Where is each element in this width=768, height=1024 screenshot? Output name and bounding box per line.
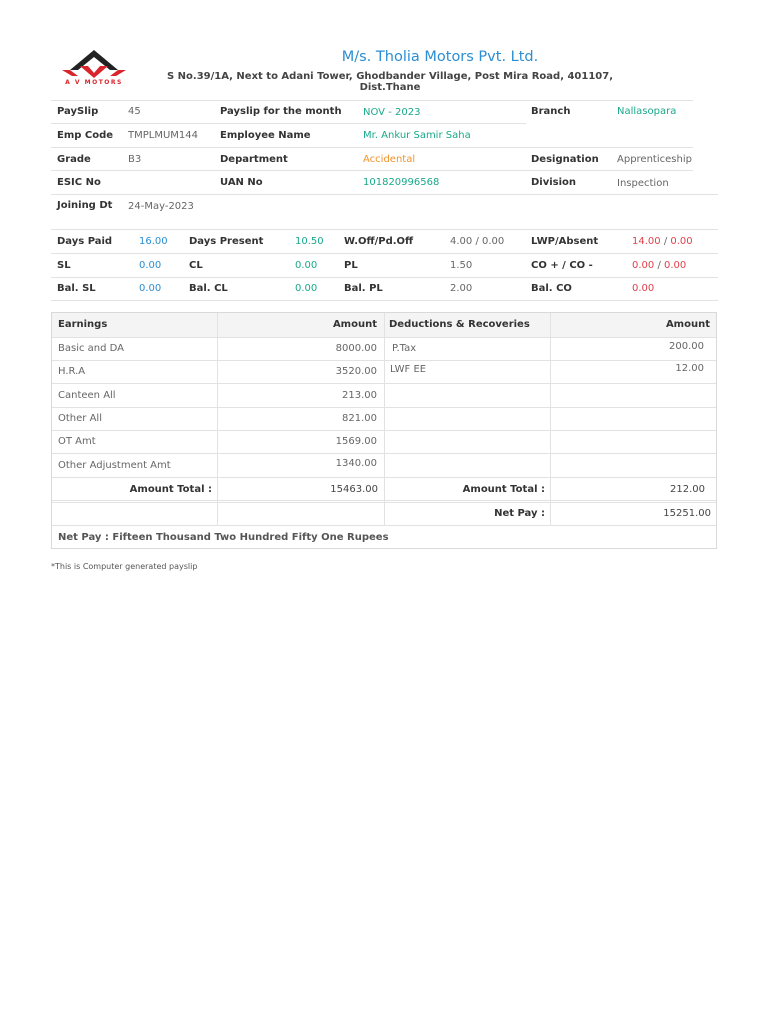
earning-amount: 213.00 [342,390,377,401]
table-col-rule [550,313,551,525]
divider [51,277,718,278]
earning-amount: 1569.00 [335,436,377,447]
earnings-total-value: 15463.00 [330,484,378,495]
co-label: CO + / CO - [531,260,593,271]
divider [51,300,718,301]
company-address: S No.39/1A, Next to Adani Tower, Ghodbander Village, Post Mira Road, 401107, Dist.Thane [166,71,614,93]
logo-text: A V MOTORS [65,79,123,86]
lwp-sep: / [663,236,668,247]
division-label: Division [531,177,577,188]
pl-label: PL [344,260,358,271]
month-label: Payslip for the month [220,106,342,117]
days-paid-value: 16.00 [139,236,168,247]
bal-co-value: 0.00 [632,283,655,294]
grade-label: Grade [57,154,91,165]
pl-value: 1.50 [450,260,473,271]
days-present-value: 10.50 [295,236,324,247]
footnote: *This is Computer generated payslip [51,562,198,571]
earnings-total-label: Amount Total : [129,484,212,495]
name-value: Mr. Ankur Samir Saha [363,130,471,141]
co-value [632,260,686,272]
woff-value: 4.00 / 0.00 [450,236,505,247]
earning-label: OT Amt [58,436,96,447]
uan-value: 101820996568 [363,177,440,188]
lwp-value-b: 0.00 [670,236,693,247]
sl-value: 0.00 [139,260,162,271]
earning-amount: 8000.00 [335,343,377,354]
company-name: M/s. Tholia Motors Pvt. Ltd. [341,49,539,65]
grade-value: B3 [128,154,142,165]
deductions-amount-header: Amount [665,319,710,330]
lwp-value-a: 14.00 [632,236,661,247]
earning-label: Other Adjustment Amt [58,460,171,471]
branch-label: Branch [531,106,571,117]
woff-label: W.Off/Pd.Off [344,236,414,247]
joining-value: 24-May-2023 [128,201,194,212]
deductions-total-value: 212.00 [670,484,705,495]
department-value: Accidental [363,154,416,165]
divider [51,100,693,101]
deduction-label: P.Tax [392,343,417,354]
bal-sl-value: 0.00 [139,283,162,294]
esic-label: ESIC No [57,177,101,188]
empcode-value: TMPLMUM144 [128,130,198,141]
payslip-label: PaySlip [57,106,99,117]
name-label: Employee Name [220,130,311,141]
days-paid-label: Days Paid [57,236,113,247]
lwp-label: LWP/Absent [531,236,599,247]
branch-value: Nallasopara [617,106,677,117]
table-col-rule [217,313,218,525]
net-pay-words: Net Pay : Fifteen Thousand Two Hundred Fifty One Rupees [58,532,389,543]
joining-label: Joining Dt [57,200,113,211]
divider [51,194,718,195]
earning-label: Canteen All [58,390,116,401]
net-pay-label: Net Pay : [494,508,545,519]
bal-cl-label: Bal. CL [189,283,228,294]
net-pay-value: 15251.00 [663,508,711,519]
bal-co-label: Bal. CO [531,283,572,294]
divider [51,147,693,148]
month-value: NOV - 2023 [363,107,421,118]
bal-pl-label: Bal. PL [344,283,383,294]
designation-label: Designation [531,154,599,165]
lwp-value [632,236,693,248]
bal-sl-label: Bal. SL [57,283,96,294]
deductions-header: Deductions & Recoveries [389,319,530,330]
designation-value: Apprenticeship [617,154,692,165]
divider [51,229,718,230]
earning-amount: 3520.00 [335,366,377,377]
earning-amount: 1340.00 [335,458,377,469]
earning-label: H.R.A [58,366,86,377]
co-sep: / [657,260,661,271]
table-rule [52,525,716,526]
days-present-label: Days Present [189,236,264,247]
empcode-label: Emp Code [57,130,114,141]
deductions-total-label: Amount Total : [462,484,545,495]
earning-amount: 821.00 [342,413,377,424]
bal-pl-value: 2.00 [450,283,473,294]
deduction-amount: 200.00 [669,341,704,352]
bal-cl-value: 0.00 [295,283,318,294]
divider [51,253,718,254]
earning-label: Basic and DA [58,343,125,354]
division-value: Inspection [617,178,669,189]
divider [51,170,693,171]
cl-value: 0.00 [295,260,318,271]
uan-label: UAN No [220,177,263,188]
co-value-b: 0.00 [664,260,687,271]
payslip-value: 45 [128,106,141,117]
sl-label: SL [57,260,71,271]
earnings-header: Earnings [58,319,108,330]
deduction-amount: 12.00 [675,363,704,374]
cl-label: CL [189,260,203,271]
table-col-rule [384,313,385,525]
deduction-label: LWF EE [390,364,427,375]
company-logo [52,48,136,86]
department-label: Department [220,154,288,165]
earnings-amount-header: Amount [332,319,377,330]
co-value-a: 0.00 [632,260,655,271]
divider [51,123,526,124]
earning-label: Other All [58,413,102,424]
